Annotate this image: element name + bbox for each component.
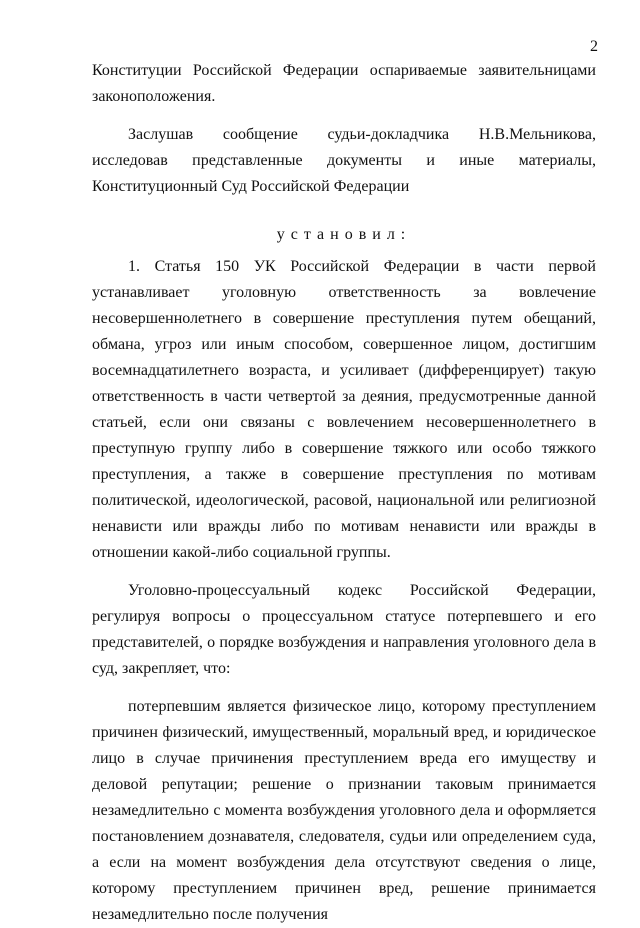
paragraph-spacer xyxy=(92,566,596,578)
document-body xyxy=(92,58,596,928)
paragraph-spacer xyxy=(92,682,596,694)
paragraph-hearing: Заслушав сообщение судьи-докладчика Н.В.Мельникова, исследовав представленные документы и иные материалы, Конституционный Суд Российской Федерации xyxy=(92,126,596,195)
paragraph-spacer xyxy=(92,110,596,122)
section-heading: установил: xyxy=(276,226,412,243)
paragraph-continuation: Конституции Российской Федерации оспариваемые заявительницами законоположения. xyxy=(92,62,596,105)
paragraph-article-150: 1. Статья 150 УК Российской Федерации в части первой устанавливает уголовную ответственность за вовлечение несовершеннолетнего в совершение преступления путем обещаний, обмана, угроз или иным способом, совершенное лицом, достигшим восемнадцатилетнего возраста, и усиливает (дифференцирует) такую ответственность в части четвертой за деяния, предусмотренные данной статьей, если они связаны с вовлечением несовершеннолетнего в преступную группу либо в совершение тяжкого или особо тяжкого преступления, а также в совершение преступления по мотивам политической, идеологической, расовой, национальной или религиозной ненависти или вражды либо по мотивам ненависти или вражды в отношении какой-либо социальной группы. xyxy=(92,258,596,561)
page-number: 2 xyxy=(590,38,598,55)
paragraph-criminal-procedure-code: Уголовно-процессуальный кодекс Российской Федерации, регулируя вопросы о процессуальном статусе потерпевшего и его представителей, о порядке возбуждения и направления уголовного дела в суд, закрепляет, что: xyxy=(92,582,596,677)
paragraph-victim-definition: потерпевшим является физическое лицо, которому преступлением причинен физический, имущественный, моральный вред, и юридическое лицо в случае причинения преступлением вреда его имуществу и деловой репутации; решение о признании таковым принимается незамедлительно с момента возбуждения уголовного дела и оформляется постановлением дознавателя, следователя, судьи или определением суда, а если на момент возбуждения дела отсутствуют сведения о лице, которому преступлением причинен вред, решение принимается незамедлительно после получения xyxy=(92,698,596,923)
